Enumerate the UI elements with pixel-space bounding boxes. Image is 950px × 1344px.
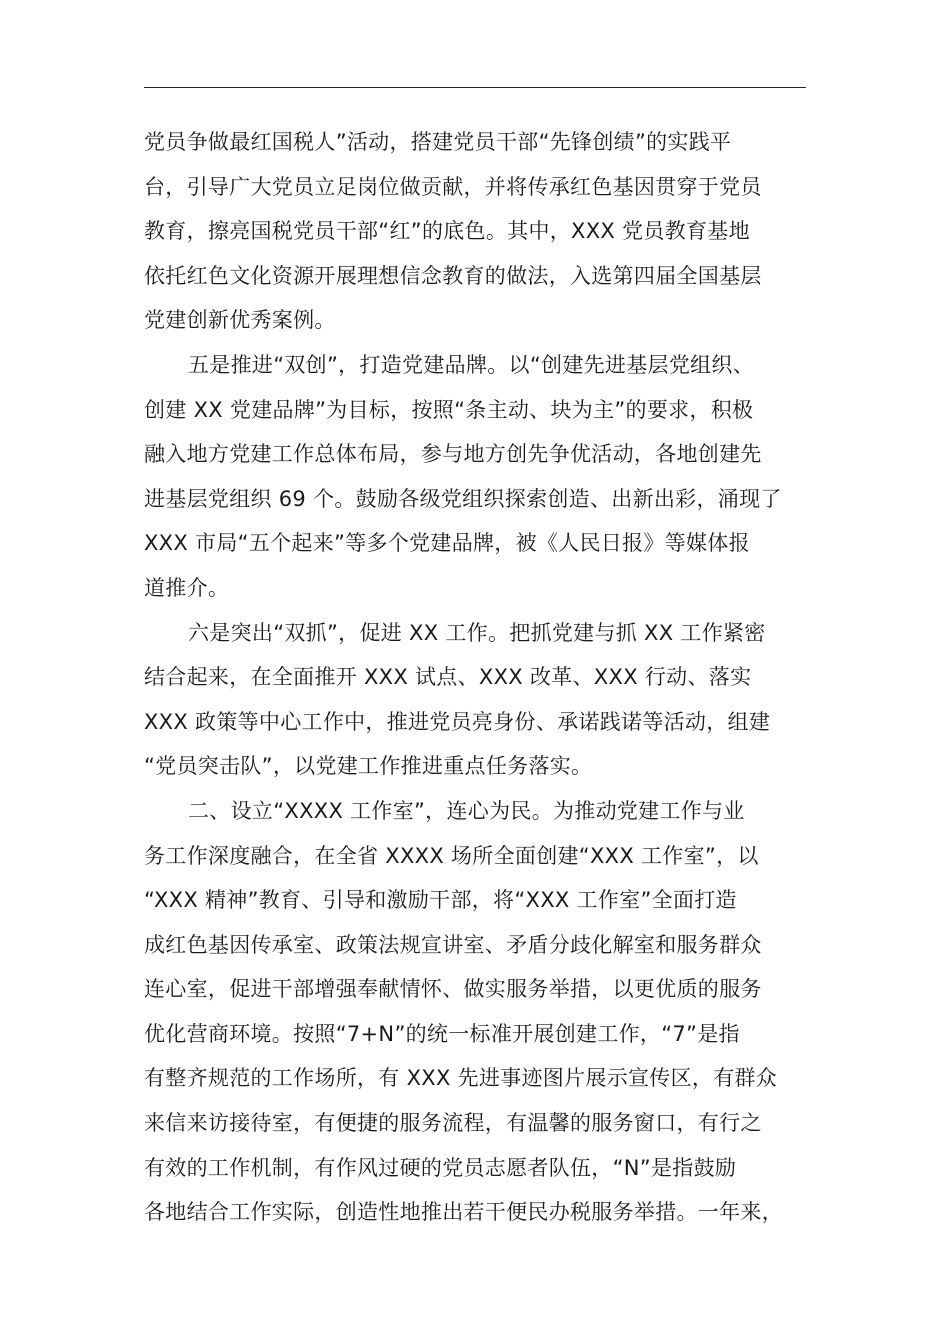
text-line: 优化营商环境。按照“7+N”的统一标准开展创建工作，“7”是指	[144, 1021, 740, 1046]
text-line: XXX 政策等中心工作中，推进党员亮身份、承诺践诺等活动，组建	[144, 709, 771, 734]
text-line: 连心室，促进干部增强奉献情怀、做实服务举措，以更优质的服务	[144, 977, 762, 1002]
text-line: 道推介。	[144, 575, 230, 600]
text-line: 进基层党组织 69 个。鼓励各级党组织探索创造、出新出彩，涌现了	[144, 486, 782, 511]
header-rule	[144, 87, 806, 88]
paragraph-4	[144, 789, 820, 1235]
paragraph-2	[144, 343, 820, 611]
text-line: 有效的工作机制，有作风过硬的党员志愿者队伍，“N”是指鼓励	[144, 1155, 737, 1180]
text-line: 依托红色文化资源开展理想信念教育的做法，入选第四届全国基层	[144, 263, 762, 288]
text-line: “党员突击队”，以党建工作推进重点任务落实。	[144, 754, 593, 779]
text-line: 务工作深度融合，在全省 XXXX 场所全面创建“XXX 工作室”，以	[144, 843, 759, 868]
text-line: 各地结合工作实际，创造性地推出若干便民办税服务举措。一年来，	[144, 1200, 783, 1225]
text-line: 融入地方党建工作总体布局，参与地方创先争优活动，各地创建先	[144, 442, 762, 467]
text-line: 教育，擦亮国税党员干部“红”的底色。其中，XXX 党员教育基地	[144, 219, 750, 244]
text-line: 六是突出“双抓”，促进 XX 工作。把抓党建与抓 XX 工作紧密	[188, 620, 766, 645]
text-line: 台，引导广大党员立足岗位做贡献，并将传承红色基因贯穿于党员	[144, 174, 762, 199]
text-line: 五是推进“双创”，打造党建品牌。以“创建先进基层党组织、	[188, 352, 755, 377]
text-line: 二、设立“XXXX 工作室”，连心为民。为推动党建工作与业	[188, 798, 745, 823]
text-line: 结合起来，在全面推开 XXX 试点、XXX 改革、XXX 行动、落实	[144, 665, 752, 690]
text-line: 党员争做最红国税人”活动，搭建党员干部“先锋创绩”的实践平	[144, 130, 732, 154]
document-body	[144, 120, 820, 1235]
text-line: “XXX 精神”教育、引导和激励干部，将“XXX 工作室”全面打造	[144, 888, 737, 913]
text-line: 来信来访接待室，有便捷的服务流程，有温馨的服务窗口，有行之	[144, 1111, 762, 1136]
text-line: 有整齐规范的工作场所，有 XXX 先进事迹图片展示宣传区，有群众	[144, 1066, 778, 1091]
text-line: XXX 市局“五个起来”等多个党建品牌，被《人民日报》等媒体报	[144, 531, 750, 556]
text-line: 创建 XX 党建品牌”为目标，按照“条主动、块为主”的要求，积极	[144, 397, 754, 422]
text-line: 党建创新优秀案例。	[144, 308, 336, 333]
text-line: 成红色基因传承室、政策法规宣讲室、矛盾分歧化解室和服务群众	[144, 932, 762, 957]
paragraph-3	[144, 611, 820, 789]
paragraph-1	[144, 120, 820, 343]
